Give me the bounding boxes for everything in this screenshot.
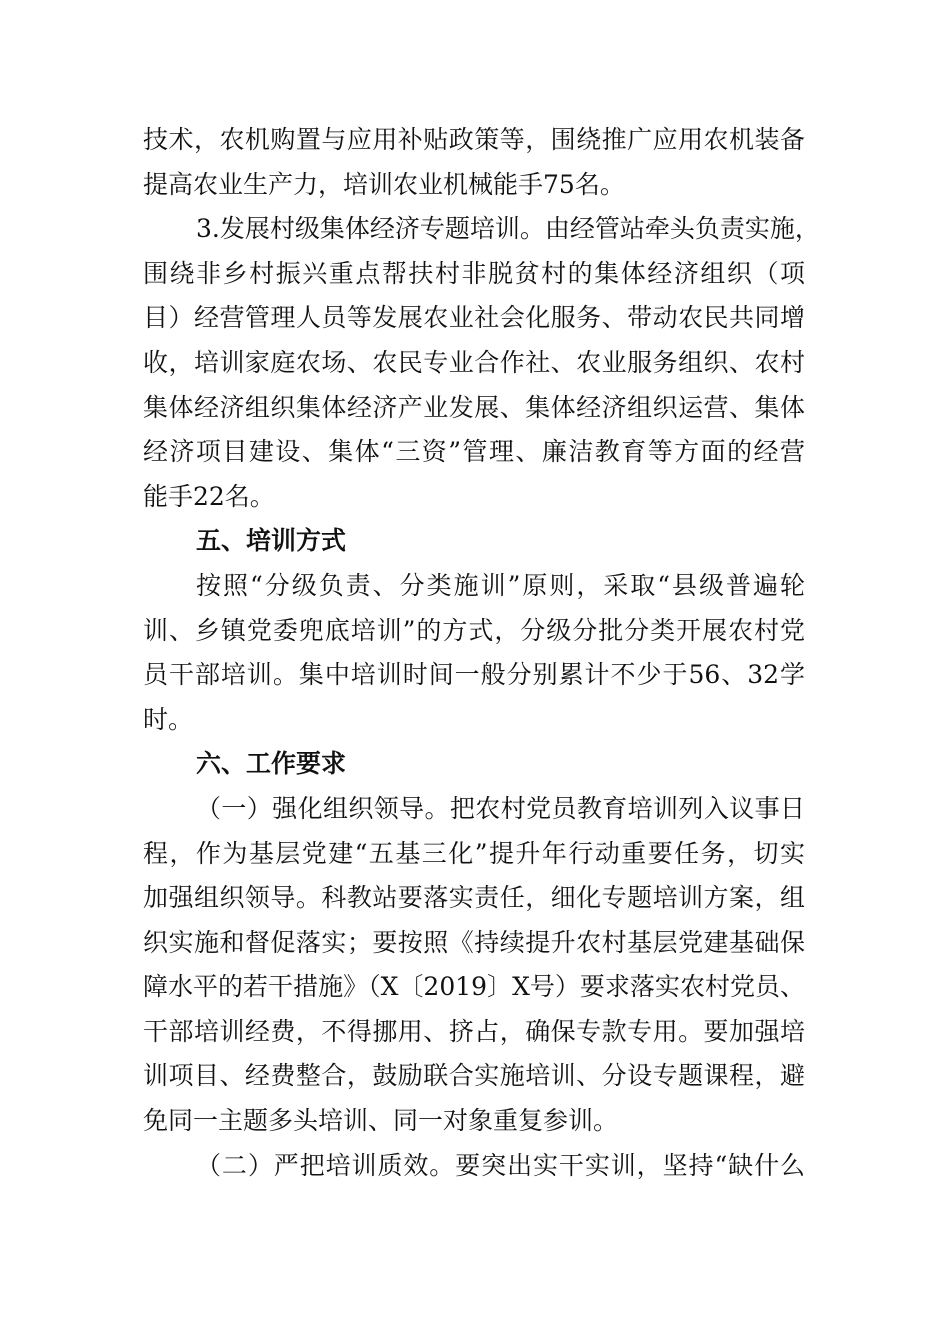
text-line: 加强组织领导。科教站要落实责任，细化专题培训方案，组: [143, 883, 805, 913]
text-line: 训项目、经费整合，鼓励联合实施培训、分设专题课程，避: [143, 1061, 805, 1091]
text-line: 目）经营管理人员等发展农业社会化服务、带动农民共同增: [143, 303, 805, 333]
text-line: 提高农业生产力，培训农业机械能手75名。: [143, 169, 625, 199]
section-heading: 六、工作要求: [196, 749, 347, 779]
text-line: 按照“分级负责、分类施训”原则，采取“县级普遍轮: [196, 570, 805, 600]
text-line: （一）强化组织领导。把农村党员教育培训列入议事日: [196, 793, 805, 823]
text-line: 围绕非乡村振兴重点帮扶村非脱贫村的集体经济组织（项: [143, 258, 805, 288]
text-line: 障水平的若干措施》（X〔2019〕X号）要求落实农村党员、: [143, 972, 805, 1002]
text-line: 程，作为基层党建“五基三化”提升年行动重要任务，切实: [143, 838, 805, 868]
text-line: 员干部培训。集中培训时间一般分别累计不少于56、32学: [143, 660, 805, 690]
text-line: 技术，农机购置与应用补贴政策等，围绕推广应用农机装备: [143, 125, 805, 154]
document-page: [143, 118, 820, 1188]
text-line: 3.发展村级集体经济专题培训。由经管站牵头负责实施，: [196, 214, 820, 244]
text-line: 干部培训经费，不得挪用、挤占，确保专款专用。要加强培: [143, 1016, 805, 1046]
text-line: 训、乡镇党委兜底培训”的方式，分级分批分类开展农村党: [143, 615, 805, 645]
text-line: 时。: [143, 704, 194, 734]
text-line: 织实施和督促落实；要按照《持续提升农村基层党建基础保: [143, 927, 805, 957]
section-heading: 五、培训方式: [196, 526, 347, 556]
text-line: 收，培训家庭农场、农民专业合作社、农业服务组织、农村: [143, 347, 805, 377]
text-line: 能手22名。: [143, 481, 275, 511]
text-line: （二）严把培训质效。要突出实干实训，坚持“缺什么: [196, 1150, 805, 1180]
text-line: 集体经济组织集体经济产业发展、集体经济组织运营、集体: [143, 392, 805, 422]
text-line: 免同一主题多头培训、同一对象重复参训。: [143, 1106, 619, 1136]
text-line: 经济项目建设、集体“三资”管理、廉洁教育等方面的经营: [143, 437, 805, 467]
